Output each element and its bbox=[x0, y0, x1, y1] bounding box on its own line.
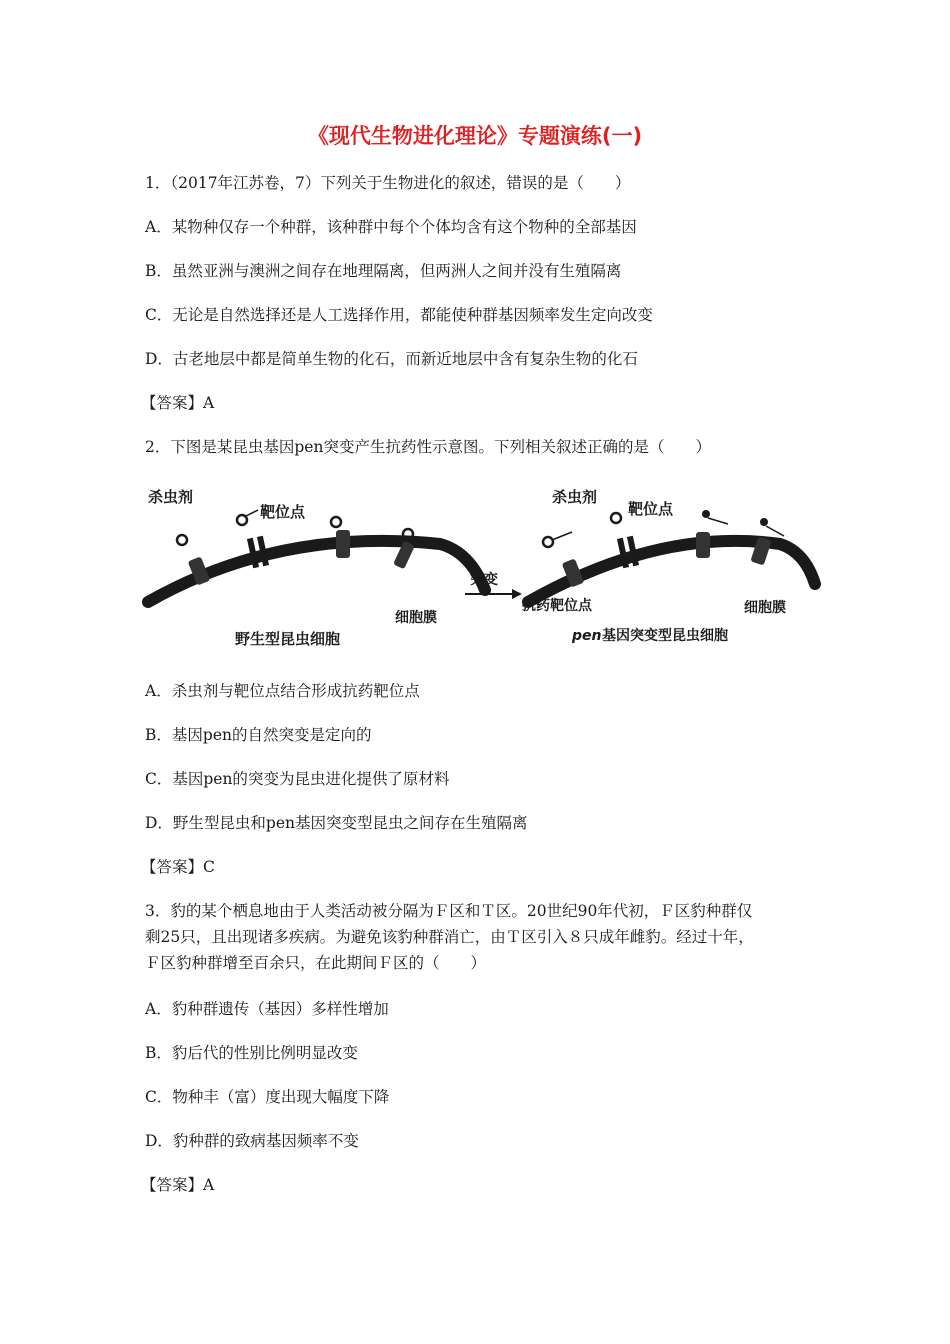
q2-stem: 2．下图是某昆虫基因pen突变产生抗药性示意图。下列相关叙述正确的是（ ） bbox=[145, 438, 711, 456]
q2-answer: 【答案】C bbox=[141, 858, 215, 876]
left-insecticide-label: 杀虫剂 bbox=[148, 488, 194, 506]
q2-option-c: C．基因pen的突变为昆虫进化提供了原材料 bbox=[145, 770, 450, 788]
insecticide-resistance-figure bbox=[140, 472, 830, 652]
q3-stem-line-3: Ｆ区豹种群增至百余只，在此期间Ｆ区的（ ） bbox=[145, 954, 487, 972]
right-insecticide-2 bbox=[611, 513, 621, 523]
right-membrane-label: 细胞膜 bbox=[744, 600, 786, 616]
q3-option-b: B．豹后代的性别比例明显改变 bbox=[145, 1044, 358, 1062]
right-insecticide-1 bbox=[543, 532, 572, 547]
arrow-label: 突变 bbox=[470, 572, 498, 588]
right-resistant-site-2 bbox=[696, 532, 710, 558]
left-receptor-2 bbox=[336, 530, 350, 558]
q2-option-b: B．基因pen的自然突变是定向的 bbox=[145, 726, 372, 744]
q2-option-a: A．杀虫剂与靶位点结合形成抗药靶位点 bbox=[145, 682, 420, 700]
q1-option-d: D．古老地层中都是简单生物的化石，而新近地层中含有复杂生物的化石 bbox=[145, 350, 638, 368]
right-insecticide-label: 杀虫剂 bbox=[552, 488, 598, 506]
right-insecticide-4 bbox=[760, 518, 784, 536]
right-insecticide-3 bbox=[702, 510, 728, 524]
q1-option-b: B．虽然亚洲与澳洲之间存在地理隔离，但两洲人之间并没有生殖隔离 bbox=[145, 262, 622, 280]
mutation-arrow bbox=[465, 589, 522, 599]
q1-answer: 【答案】A bbox=[141, 394, 215, 412]
left-membrane-label: 细胞膜 bbox=[395, 610, 437, 626]
q1-stem: 1．（2017年江苏卷，7）下列关于生物进化的叙述，错误的是（ ） bbox=[145, 174, 631, 192]
q3-stem-line-1: 3．豹的某个栖息地由于人类活动被分隔为Ｆ区和Ｔ区。20世纪90年代初，Ｆ区豹种群仅 bbox=[145, 902, 753, 920]
right-caption-gene: pen bbox=[572, 628, 602, 644]
q3-stem-line-2: 剩25只，且出现诸多疾病。为避免该豹种群消亡，由Ｔ区引入８只成年雌豹。经过十年， bbox=[145, 928, 754, 946]
q3-option-c: C．物种丰（富）度出现大幅度下降 bbox=[145, 1088, 390, 1106]
left-caption: 野生型昆虫细胞 bbox=[235, 630, 341, 648]
left-target-label: 靶位点 bbox=[260, 503, 306, 521]
right-target-label: 靶位点 bbox=[628, 500, 674, 518]
q1-option-a: A．某物种仅存一个种群，该种群中每个个体均含有这个物种的全部基因 bbox=[145, 218, 637, 236]
q3-option-d: D．豹种群的致病基因频率不变 bbox=[145, 1132, 359, 1150]
right-resistant-label: 抗药靶位点 bbox=[522, 598, 592, 614]
q2-option-d: D．野生型昆虫和pen基因突变型昆虫之间存在生殖隔离 bbox=[145, 814, 528, 832]
right-caption: 基因突变型昆虫细胞 bbox=[602, 628, 728, 644]
left-insecticide-3 bbox=[331, 517, 341, 527]
left-insecticide-1 bbox=[177, 535, 187, 545]
q3-option-a: A．豹种群遗传（基因）多样性增加 bbox=[145, 1000, 389, 1018]
document-title: 《现代生物进化理论》专题演练(一) bbox=[307, 124, 643, 148]
q1-option-c: C．无论是自然选择还是人工选择作用，都能使种群基因频率发生定向改变 bbox=[145, 306, 653, 324]
q3-answer: 【答案】A bbox=[141, 1176, 215, 1194]
